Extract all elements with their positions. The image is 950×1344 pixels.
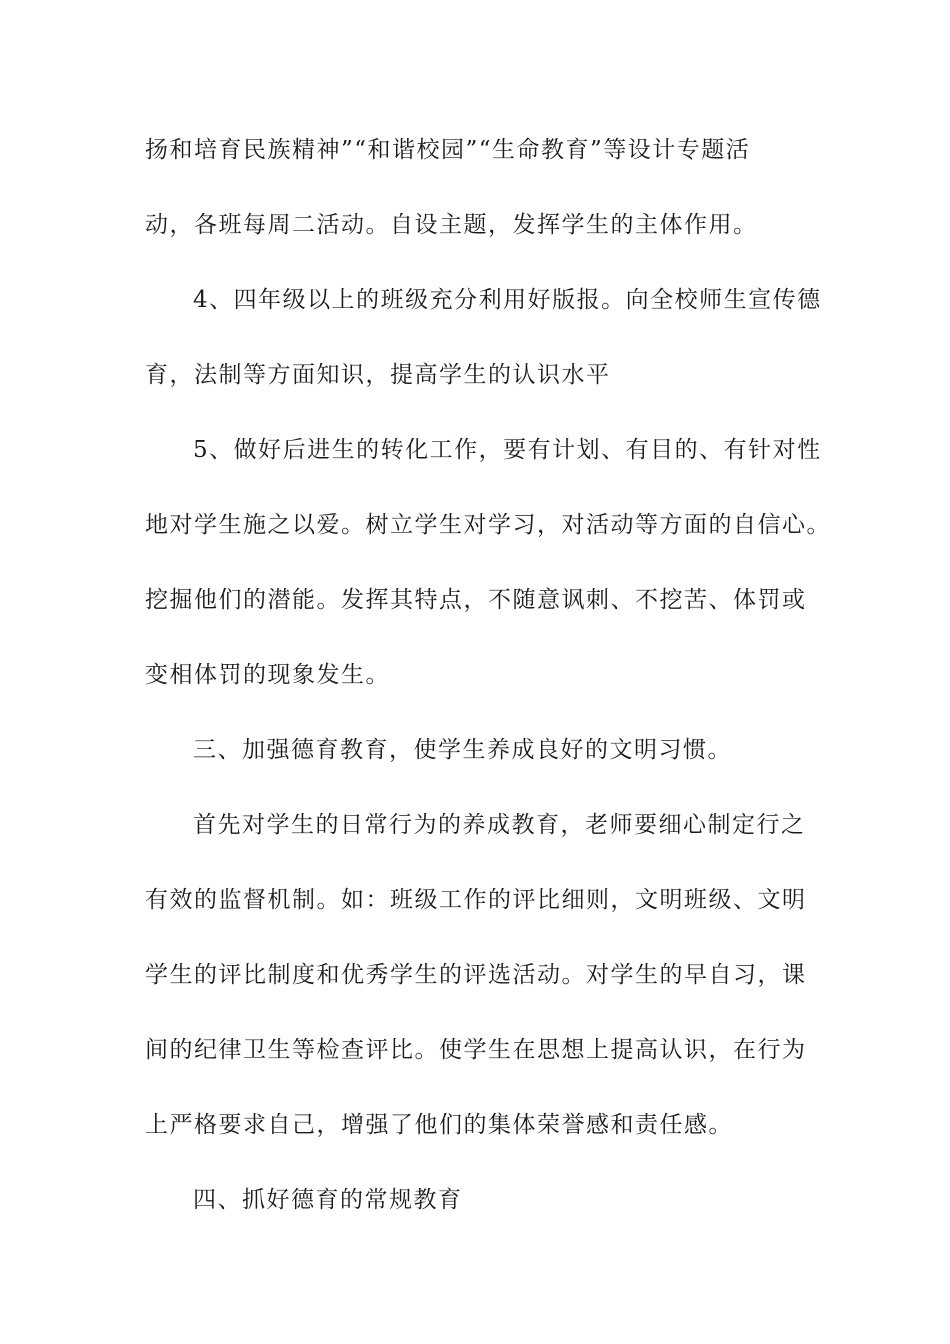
- text-line: 上严格要求自己，增强了他们的集体荣誉感和责任感。: [145, 1112, 733, 1138]
- text-line: 变相体罚的现象发生。: [145, 662, 390, 688]
- text-line: 有效的监督机制。如：班级工作的评比细则，文明班级、文明: [145, 887, 807, 913]
- text-line: 挖掘他们的潜能。发挥其特点，不随意讽刺、不挖苦、体罚或: [145, 587, 807, 613]
- text-line: 地对学生施之以爱。树立学生对学习，对活动等方面的自信心。: [145, 512, 831, 538]
- text-line: 育，法制等方面知识，提高学生的认识水平: [145, 362, 611, 388]
- text-line: 动，各班每周二活动。自设主题，发挥学生的主体作用。: [145, 212, 758, 238]
- text-line: 首先对学生的日常行为的养成教育，老师要细心制定行之: [193, 812, 806, 838]
- text-line: 5、做好后进生的转化工作，要有计划、有目的、有针对性: [193, 437, 822, 463]
- text-line: 4、四年级以上的班级充分利用好版报。向全校师生宣传德: [193, 287, 822, 313]
- text-line: 学生的评比制度和优秀学生的评选活动。对学生的早自习，课: [145, 962, 807, 988]
- section-heading: 四、抓好德育的常规教育: [193, 1187, 463, 1213]
- section-heading: 三、加强德育教育，使学生养成良好的文明习惯。: [193, 737, 732, 763]
- text-line: 扬和培育民族精神”“和谐校园”“生命教育”等设计专题活: [145, 137, 751, 163]
- text-line: 间的纪律卫生等检查评比。使学生在思想上提高认识，在行为: [145, 1037, 807, 1063]
